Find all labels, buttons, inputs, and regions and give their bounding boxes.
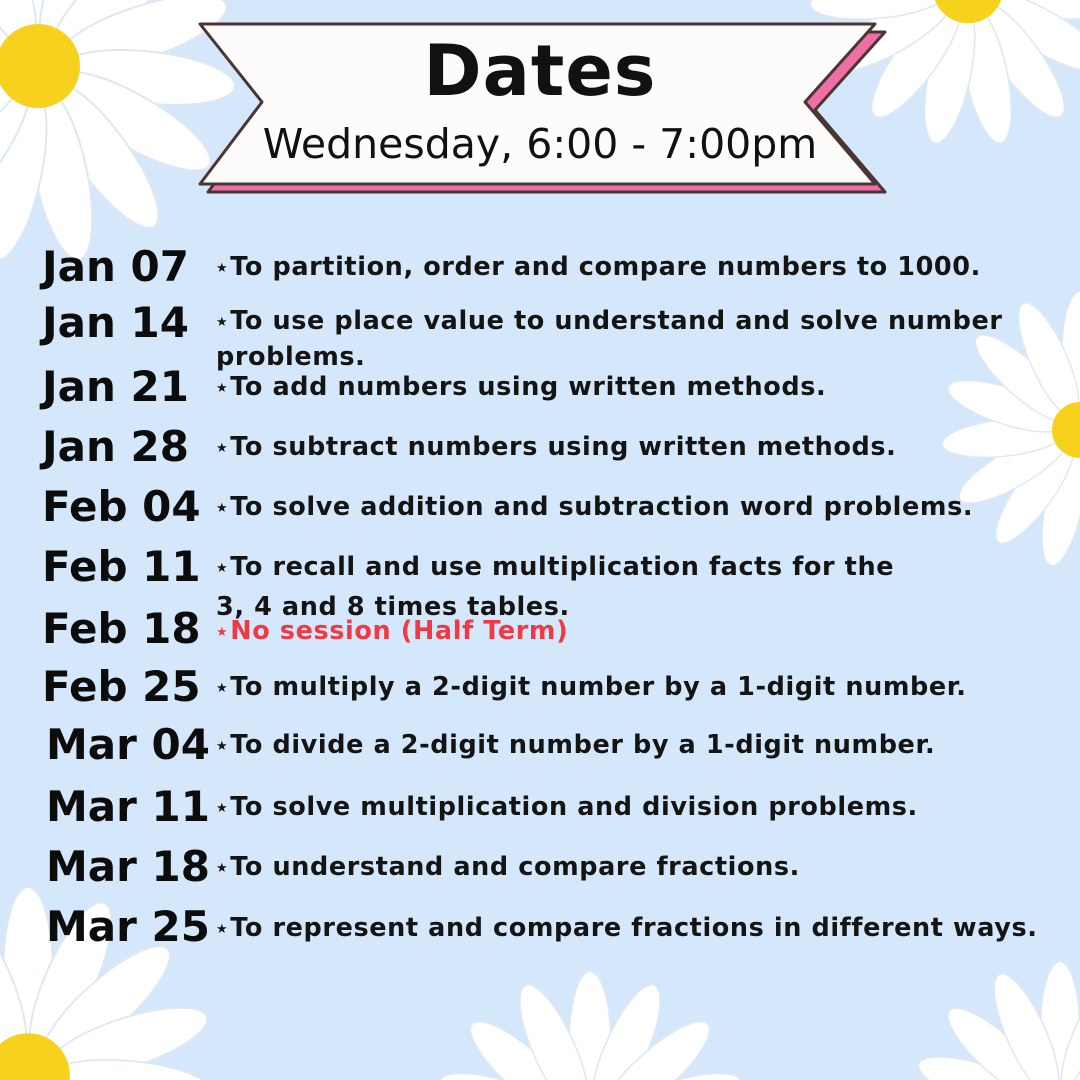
session-date: Jan 28 — [42, 422, 189, 471]
star-icon: ★ — [216, 625, 229, 640]
session-date: Jan 07 — [42, 242, 189, 291]
session-date: Mar 25 — [46, 902, 210, 951]
session-time: Wednesday, 6:00 - 7:00pm — [262, 120, 818, 168]
daisy-bottom-right — [910, 962, 1080, 1080]
daisy-bottom-center — [430, 972, 749, 1080]
session-objective: ★To solve multiplication and division problems. — [216, 792, 918, 822]
star-icon: ★ — [216, 441, 229, 456]
star-icon: ★ — [216, 261, 229, 276]
session-date: Feb 04 — [42, 482, 201, 531]
session-date: Feb 18 — [42, 604, 201, 653]
star-icon: ★ — [216, 561, 229, 576]
star-icon: ★ — [216, 315, 229, 330]
page-title: Dates — [423, 30, 657, 112]
session-date: Feb 11 — [42, 542, 201, 591]
session-date: Jan 21 — [42, 362, 189, 411]
star-icon: ★ — [216, 739, 229, 754]
session-objective: ★To add numbers using written methods. — [216, 372, 827, 402]
session-objective: ★To represent and compare fractions in different ways. — [216, 913, 1038, 943]
star-icon: ★ — [216, 801, 229, 816]
session-objective: ★To solve addition and subtraction word problems. — [216, 492, 974, 522]
session-date: Feb 25 — [42, 662, 201, 711]
session-objective: ★To partition, order and compare numbers to 1000. — [216, 252, 981, 282]
session-objective-cancelled: ★No session (Half Term) — [216, 616, 569, 646]
star-icon: ★ — [216, 381, 229, 396]
session-date: Mar 18 — [46, 842, 210, 891]
session-objective: ★To divide a 2-digit number by a 1-digit number. — [216, 730, 936, 760]
session-date: Jan 14 — [42, 298, 189, 347]
session-objective: ★To multiply a 2-digit number by a 1-digit number. — [216, 672, 967, 702]
session-objective: ★To use place value to understand and solve number problems. — [216, 306, 1003, 372]
star-icon: ★ — [216, 922, 229, 937]
session-date: Mar 04 — [46, 720, 210, 769]
title-banner — [195, 20, 895, 205]
star-icon: ★ — [216, 861, 229, 876]
session-objective: ★To subtract numbers using written methods. — [216, 432, 897, 462]
star-icon: ★ — [216, 681, 229, 696]
session-objective: ★To recall and use multiplication facts for the 3, 4 and 8 times tables. — [216, 552, 895, 622]
star-icon: ★ — [216, 501, 229, 516]
session-objective: ★To understand and compare fractions. — [216, 852, 800, 882]
session-date: Mar 11 — [46, 782, 210, 831]
